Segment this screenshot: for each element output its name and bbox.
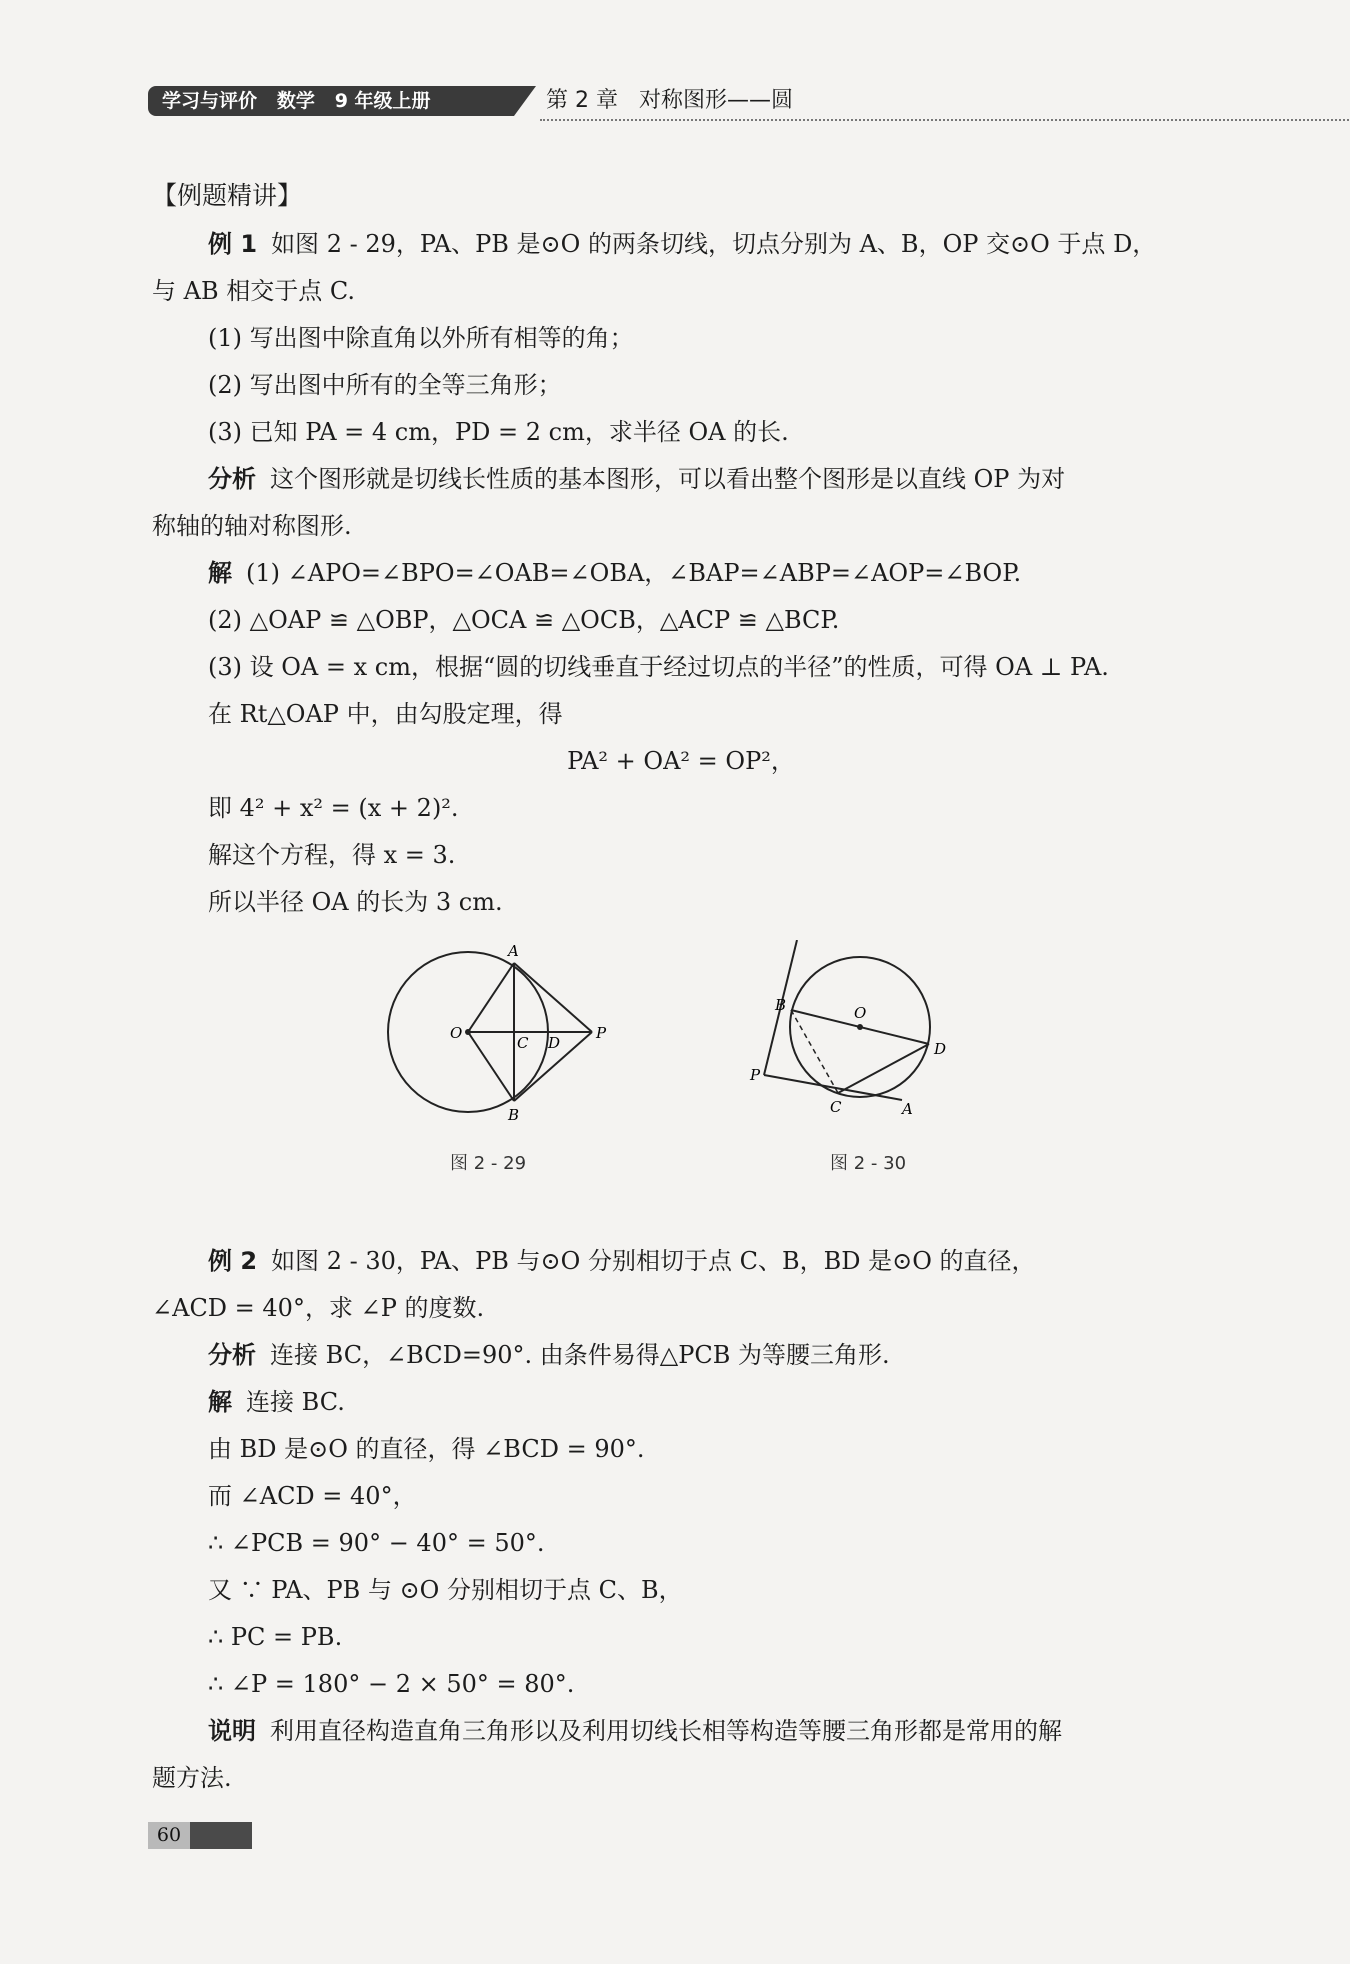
- pythagorean-formula: PA² + OA² = OP²，: [567, 747, 795, 775]
- analysis-text-1: 这个图形就是切线长性质的基本图形，可以看出整个图形是以直线 OP 为对: [270, 465, 1066, 493]
- example-1-label: 例 1: [208, 230, 258, 258]
- fig29-label-p: P: [596, 1024, 607, 1042]
- figure-2-30: [742, 940, 972, 1174]
- book-title-tab: 学习与评价 数学 9 年级上册: [148, 86, 514, 116]
- example-2-line-1: [152, 1238, 1210, 1285]
- example-1-solution-3: (3) 设 OA = x cm，根据“圆的切线垂直于经过切点的半径”的性质，可得 OA ⊥ PA.: [208, 653, 1109, 681]
- question-2: (2) 写出图中所有的全等三角形；: [208, 371, 562, 399]
- fig30-label-p: P: [750, 1066, 761, 1084]
- example-2-solution-3: 而 ∠ACD = 40°，: [208, 1482, 417, 1510]
- solution-text-1: (1) ∠APO=∠BPO=∠OAB=∠OBA，∠BAP=∠ABP=∠AOP=∠BOP.: [246, 559, 1022, 587]
- page-number: 60: [148, 1822, 190, 1849]
- book-title-tab-edge: [514, 86, 536, 116]
- page-footer: [148, 1822, 252, 1849]
- example-1-analysis-1: [152, 456, 1210, 503]
- example-2-solution-text-1: 连接 BC.: [246, 1388, 345, 1416]
- fig29-label-d: D: [548, 1034, 561, 1052]
- running-header: [148, 84, 1210, 120]
- figure-2-30-diagram: [742, 940, 972, 1130]
- fig30-label-b: B: [775, 996, 787, 1014]
- figure-2-29-caption: 图 2 - 29: [450, 1153, 527, 1174]
- example-1-solution-1: [152, 550, 1210, 597]
- note-line-2: 题方法.: [152, 1764, 232, 1792]
- example-1-analysis-2: 称轴的轴对称图形.: [152, 512, 352, 540]
- example-1-solution-5: 即 4² + x² = (x + 2)².: [208, 794, 459, 822]
- example-1-solution-4: 在 Rt△OAP 中，由勾股定理，得: [208, 700, 563, 728]
- example-2-line-2: ∠ACD = 40°，求 ∠P 的度数.: [152, 1294, 485, 1322]
- example-1-line-2: 与 AB 相交于点 C.: [152, 277, 355, 305]
- figure-2-29-diagram: [380, 940, 610, 1130]
- fig30-label-c: C: [830, 1098, 842, 1116]
- question-1: (1) 写出图中除直角以外所有相等的角；: [208, 324, 634, 352]
- example-2-solution-4: ∴ ∠PCB = 90° − 40° = 50°.: [208, 1529, 545, 1557]
- example-2-analysis: [152, 1332, 1210, 1379]
- example-1-solution-6: 解这个方程，得 x = 3.: [208, 841, 456, 869]
- fig30-label-d: D: [934, 1040, 947, 1058]
- example-2-analysis-label: 分析: [208, 1341, 256, 1369]
- example-2-solution-6: ∴ PC = PB.: [208, 1623, 343, 1651]
- example-2-solution-label: 解: [208, 1388, 232, 1416]
- fig29-label-b: B: [508, 1106, 520, 1124]
- note-label: 说明: [208, 1717, 256, 1745]
- example-2-solution-5: 又 ∵ PA、PB 与 ⊙O 分别相切于点 C、B，: [208, 1576, 683, 1604]
- note-text-1: 利用直径构造直角三角形以及利用切线长相等构造等腰三角形都是常用的解: [270, 1717, 1062, 1745]
- figure-2-29: [380, 940, 610, 1174]
- example-1-solution-7: 所以半径 OA 的长为 3 cm.: [208, 888, 503, 916]
- example-2-analysis-text: 连接 BC，∠BCD=90°. 由条件易得△PCB 为等腰三角形.: [270, 1341, 890, 1369]
- fig29-label-o: O: [450, 1024, 463, 1042]
- solution-label: 解: [208, 559, 232, 587]
- section-title: 【例题精讲】: [152, 181, 303, 210]
- example-1-text-1: 如图 2 - 29，PA、PB 是⊙O 的两条切线，切点分别为 A、B，OP 交⊙O 于点 D，: [271, 230, 1157, 258]
- figures-row: [152, 940, 1210, 1230]
- example-2-solution-7: ∴ ∠P = 180° − 2 × 50° = 80°.: [208, 1670, 575, 1698]
- example-2-text-1: 如图 2 - 30，PA、PB 与⊙O 分别相切于点 C、B，BD 是⊙O 的直径，: [271, 1247, 1036, 1275]
- example-1-line-1: [152, 221, 1210, 268]
- example-2-solution-2: 由 BD 是⊙O 的直径，得 ∠BCD = 90°.: [208, 1435, 645, 1463]
- note-line-1: [152, 1708, 1210, 1755]
- page-content: [152, 172, 1210, 1802]
- chapter-title: 第 2 章 对称图形——圆: [546, 88, 793, 113]
- fig29-label-c: C: [517, 1034, 529, 1052]
- question-3: (3) 已知 PA = 4 cm，PD = 2 cm，求半径 OA 的长.: [208, 418, 789, 446]
- fig30-label-o: O: [854, 1004, 867, 1022]
- example-1-solution-2: (2) △OAP ≌ △OBP，△OCA ≌ △OCB，△ACP ≌ △BCP.: [208, 606, 840, 634]
- analysis-label: 分析: [208, 465, 256, 493]
- figure-2-30-caption: 图 2 - 30: [830, 1153, 907, 1174]
- example-2-label: 例 2: [208, 1247, 258, 1275]
- example-2-solution-1: [152, 1379, 1210, 1426]
- fig29-label-a: A: [508, 942, 519, 960]
- header-dotted-rule: [540, 119, 1350, 121]
- fig30-label-a: A: [902, 1100, 913, 1118]
